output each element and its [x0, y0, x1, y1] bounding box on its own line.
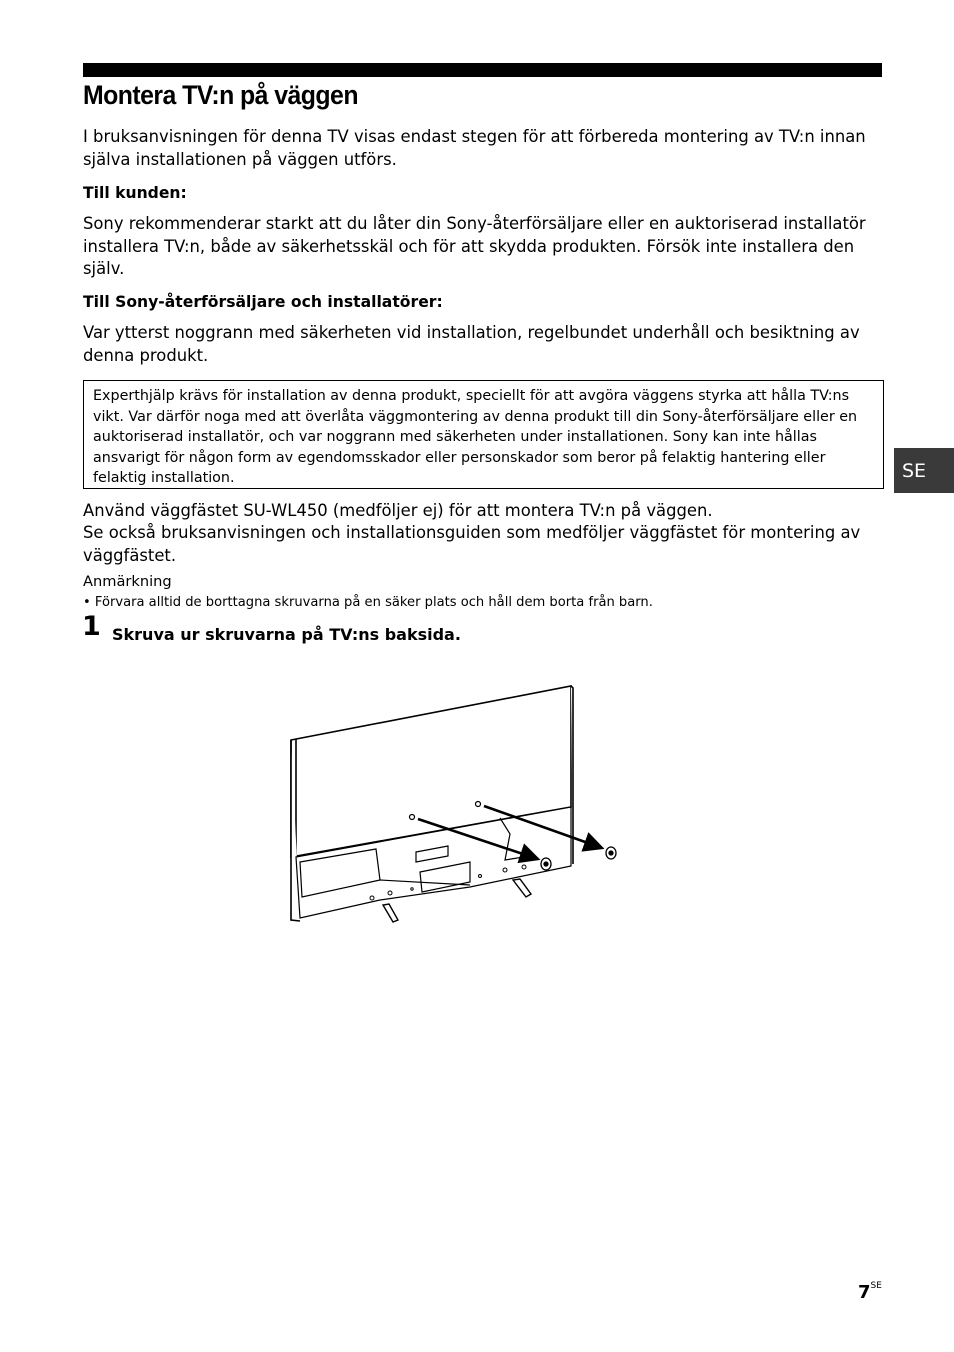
language-tab-label: SE [902, 459, 927, 482]
note-item: • Förvara alltid de borttagna skruvarna på en säker plats och håll dem borta från barn. [83, 595, 653, 610]
bracket-line-2: Se också bruksanvisningen och installationsguiden som medföljer väggfästet för montering av väggfästet. [83, 523, 861, 565]
page-number-value: 7 [858, 1282, 871, 1303]
customer-paragraph: Sony rekommenderar starkt att du låter din Sony-återförsäljare eller en auktoriserad installatör installera TV:n, både av säkerhetsskäl och för att skydda produkten. Försök inte installera den själv. [83, 214, 866, 278]
bracket-line-1: Använd väggfästet SU-WL450 (medföljer ej) för att montera TV:n på väggen. [83, 501, 713, 520]
page-title: Montera TV:n på väggen [83, 80, 358, 110]
removed-screw-2 [606, 847, 616, 859]
warning-box: Experthjälp krävs för installation av denna produkt, speciellt för att avgöra väggens styrka att hålla TV:ns vikt. Var därför noga med att överlåta väggmontering av denna produkt till din Sony-återförsäljare eller en auktoriserad installatör, och var noggrann med säkerheten under installationen. Sony kan inte hållas ansvarigt för någon form av egendomsskador eller personskador som beror på felaktig hantering eller felaktig installation. [83, 380, 884, 489]
language-tab [894, 448, 954, 493]
page-number [858, 1282, 882, 1303]
note-heading: Anmärkning [83, 573, 172, 590]
dealers-paragraph: Var ytterst noggrann med säkerheten vid installation, regelbundet underhåll och besiktning av denna produkt. [83, 323, 860, 365]
screw-hole-left [410, 815, 415, 820]
removed-screw-1 [541, 858, 551, 870]
screw-hole-right [476, 802, 481, 807]
dealers-heading: Till Sony-återförsäljare och installatörer: [83, 293, 443, 311]
step-number: 1 [82, 611, 101, 642]
tv-rear-illustration [270, 670, 650, 940]
title-rule [83, 63, 882, 77]
customer-heading: Till kunden: [83, 184, 187, 202]
page-number-suffix: SE [870, 1281, 882, 1291]
step-text: Skruva ur skruvarna på TV:ns baksida. [112, 625, 461, 644]
intro-paragraph: I bruksanvisningen för denna TV visas endast stegen för att förbereda montering av TV:n innan själva installationen på väggen utförs. [83, 127, 866, 169]
